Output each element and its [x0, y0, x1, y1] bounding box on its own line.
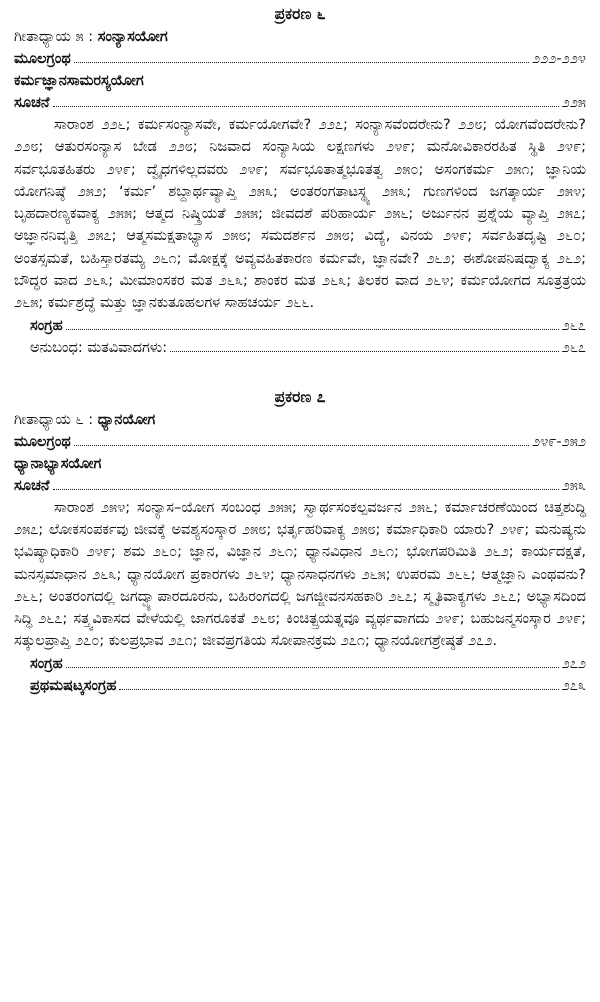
toc-entry-page: ೨೭೩: [561, 677, 586, 694]
toc-entry-label: ಮೂಲಗ್ರಂಥ: [14, 433, 71, 450]
toc-entry-sangraha[interactable]: [14, 653, 586, 675]
dot-leader: [170, 350, 558, 352]
toc-entry-moolagrantha[interactable]: [14, 431, 586, 453]
toc-entry-page: ೨೨೨-೨೨೪: [532, 51, 586, 67]
toc-entry-prathama-shatka-sangraha[interactable]: [14, 675, 586, 697]
toc-entry-sangraha[interactable]: [14, 315, 586, 337]
dot-leader: [74, 444, 529, 446]
chapter-heading: ಪ್ರಕರಣ ೭: [274, 387, 326, 406]
chapter-subtitle: [14, 409, 586, 431]
dot-leader: [53, 488, 559, 490]
section-heading: ಕರ್ಮಜ್ಞಾನಸಾಮರಸ್ಯಯೋಗ: [14, 73, 144, 89]
toc-page: [0, 4, 600, 1002]
toc-entry-soochane[interactable]: [14, 475, 586, 497]
dot-leader: [53, 105, 559, 107]
toc-entry-label: ಅನುಬಂಧ: ಮತವಿವಾದಗಳು:: [30, 339, 168, 356]
toc-entry-anubandha[interactable]: [14, 337, 586, 359]
toc-entry-label: ಸೂಚನೆ: [14, 95, 50, 111]
toc-entry-page: ೨೨೫: [561, 95, 586, 111]
chapter-subtitle-name: ಧ್ಯಾನಯೋಗ: [97, 411, 156, 428]
chapter-subtitle-prefix: ಗೀತಾಧ್ಯಾಯ ೬ :: [14, 411, 94, 428]
toc-entry-label: ಸಂಗ್ರಹ: [30, 317, 63, 334]
dot-leader: [74, 61, 529, 63]
chapter-heading: ಪ್ರಕರಣ ೬: [274, 5, 326, 23]
toc-entry-label: ಸೂಚನೆ: [14, 477, 50, 494]
toc-entry-soochane[interactable]: [14, 92, 586, 114]
toc-entry-moolagrantha[interactable]: [14, 48, 586, 70]
section-heading: ಧ್ಯಾನಾಭ್ಯಾಸಯೋಗ: [14, 455, 102, 472]
dot-leader: [119, 688, 558, 690]
toc-entry-label: ಮೂಲಗ್ರಂಥ: [14, 51, 71, 67]
toc-entry-page: ೨೫೩: [561, 477, 586, 494]
toc-entry-page: ೨೭೨: [561, 655, 586, 672]
dot-leader: [66, 328, 559, 330]
chapter-subtitle-prefix: ಗೀತಾಧ್ಯಾಯ ೫ :: [14, 29, 94, 45]
dot-leader: [66, 666, 559, 668]
summary-paragraph: ಸಾರಾಂಶ ೨೨೬; ಕರ್ಮಸಂನ್ಯಾಸವೇ, ಕರ್ಮಯೋಗವೇ? ೨೨೭; ಸಂನ್ಯಾಸವೆಂದರೇನು? ೨೨೮; ಯೋಗವೆಂದರೇನು? ೨೨೮; ಆತುರಸಂನ್ಯಾಸ ಬೇಡ ೨೨೮; ನಿಜವಾದ ಸಂನ್ಯಾಸಿಯ ಲಕ್ಷಣಗಳು ೨೪೯; ಮನೋವಿಕಾರರಹಿತ ಸ್ಥಿತಿ ೨೪೯; ಸರ್ವಭೂತಹಿತರು ೨೪೯; ದ್ವೈಧಗಳಿಲ್ಲದವರು ೨೪೯; ಸರ್ವಭೂತಾತ್ಮಭೂತತ್ವ ೨೫೦; ಅಸಂಗಕರ್ಮ ೨೫೧; ಜ್ಞಾನಿಯ ಯೋಗನಿಷ್ಠೆ ೨೫೨; ‘ಕರ್ಮ’ ಶಬ್ದಾರ್ಥವ್ಯಾಪ್ತಿ ೨೫೩; ಅಂತರಂಗತಾಟಸ್ಥ್ಯ ೨೫೩; ಗುಣಗಳಿಂದ ಜಗತ್ಕಾರ್ಯ ೨೫೪; ಬೃಹದಾರಣ್ಯಕವಾಕ್ಯ ೨೫೫; ಆತ್ಮದ ನಿಷ್ಕ್ರಿಯತೆ ೨೫೫; ಜೀವದಶೆ ಪರಿಹಾರ್ಯ ೨೫೬; ಅರ್ಜುನನ ಪ್ರಶ್ನೆಯ ವ್ಯಾಪ್ತಿ ೨೫೭; ಅಜ್ಞಾನನಿವೃತ್ತಿ ೨೫೭; ಆತ್ಮಸಮಕ್ಷತಾಭ್ಯಾಸ ೨೫೮; ಸಮದರ್ಶನ ೨೫೮; ವಿದ್ಯೆ, ವಿನಯ ೨೪೯; ಸರ್ವಹಿತದೃಷ್ಟಿ ೨೬೦; ಅಂತಸ್ಸಮತೆ, ಬಹಿಸ್ತಾರತಮ್ಯ ೨೬೧; ಮೋಕ್ಷಕ್ಕೆ ಅವ್ಯವಹಿತಕಾರಣ ಕರ್ಮವೇ, ಜ್ಞಾನವೇ? ೨೬೨; ಈಶೋಪನಿಷದ್ವಾಕ್ಯ ೨೬೨; ಬೌದ್ಧರ ವಾದ ೨೬೩; ಮೀಮಾಂಸಕರ ಮತ ೨೬೩; ಶಾಂಕರ ಮತ ೨೬೩; ತಿಲಕರ ವಾದ ೨೬೪; ಕರ್ಮಯೋಗದ ಸೂತ್ರತ್ರಯ ೨೬೫; ಕರ್ಮಶ್ರದ್ಧೆ ಮತ್ತು ಜ್ಞಾನಕುತೂಹಲಗಳ ಸಾಹಚರ್ಯ ೨೬೬.: [14, 117, 586, 312]
toc-entry-page: ೨೬೭: [561, 339, 586, 356]
chapter-subtitle-name: ಸಂನ್ಯಾಸಯೋಗ: [97, 29, 168, 45]
toc-entry-page: ೨೪೯-೨೫೨: [532, 433, 586, 450]
toc-entry-label: ಪ್ರಥಮಷಟ್ಕಸಂಗ್ರಹ: [30, 677, 117, 694]
chapter-subtitle: [14, 26, 586, 48]
summary-paragraph: ಸಾರಾಂಶ ೨೫೪; ಸಂನ್ಯಾಸ–ಯೋಗ ಸಂಬಂಧ ೨೫೫; ಸ್ವಾರ್ಥಸಂಕಲ್ಪವರ್ಜನ ೨೫೬; ಕರ್ಮಾಚರಣೆಯಿಂದ ಚಿತ್ತಶುದ್ಧಿ ೨೫೭; ಲೋಕಸಂಪರ್ಕವು ಜೀವಕ್ಕೆ ಅವಶ್ಯಸಂಸ್ಕಾರ ೨೫೮; ಭರ್ತೃಹರಿವಾಕ್ಯ ೨೫೮; ಕರ್ಮಾಧಿಕಾರಿ ಯಾರು? ೨೪೯; ಮನುಷ್ಯನು ಭವಿಷ್ಯಾಧಿಕಾರಿ ೨೪೯; ಶಮ ೨೬೦; ಜ್ಞಾನ, ವಿಜ್ಞಾನ ೨೬೧; ಧ್ಯಾನವಿಧಾನ ೨೬೧; ಭೋಗಪರಿಮಿತಿ ೨೬೨; ಕಾರ್ಯದಕ್ಷತೆ, ಮನಸ್ಸಮಾಧಾನ ೨೬೩; ಧ್ಯಾನಯೋಗ ಪ್ರಕಾರಗಳು ೨೬೪; ಧ್ಯಾನಸಾಧನಗಳು ೨೬೫; ಉಪರಮ ೨೬೬; ಆತ್ಮಜ್ಞಾನಿ ಎಂಥವನು? ೨೬೬; ಅಂತರಂಗದಲ್ಲಿ ಜಗದ್ವ್ಯಾಪಾರದೂರನು, ಬಹಿರಂಗದಲ್ಲಿ ಜಗಜ್ಜೀವನಸಹಕಾರಿ ೨೬೭; ಸ್ಮೃತಿವಾಕ್ಯಗಳು ೨೬೭; ಅಭ್ಯಾಸದಿಂದ ಸಿದ್ಧಿ ೨೬೭; ಸತ್ತ್ವವಿಕಾಸದ ವೇಳೆಯಲ್ಲಿ ಜಾಗರೂಕತೆ ೨೬೮; ಕಿಂಚಿತ್ಪ್ರಯತ್ನವೂ ವ್ಯರ್ಥವಾಗದು ೨೪೯; ಬಹುಜನ್ಮಸಂಸ್ಕಾರ ೨೪೯; ಸತ್ಕುಲಪ್ರಾಪ್ತಿ ೨೭೦; ಕುಲಪ್ರಭಾವ ೨೭೧; ಜೀವಪ್ರಗತಿಯ ಸೋಪಾನಕ್ರಮ ೨೭೧; ಧ್ಯಾನಯೋಗಶ್ರೇಷ್ಠತೆ ೨೭೨.: [14, 499, 586, 650]
toc-entry-label: ಸಂಗ್ರಹ: [30, 655, 63, 672]
toc-entry-page: ೨೬೭: [561, 317, 586, 334]
